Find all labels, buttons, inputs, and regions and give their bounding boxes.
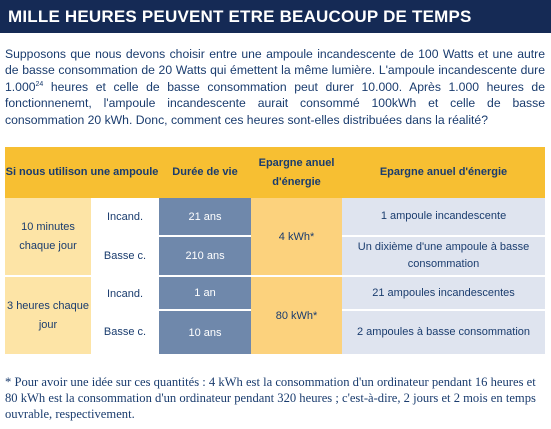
lifetime-cell: 21 ans <box>159 198 251 236</box>
bulb-type-cell: Basse c. <box>91 236 159 275</box>
lifetime-cell: 10 ans <box>159 310 251 354</box>
bulb-type-cell: Basse c. <box>91 310 159 354</box>
footnote-reference: 24 <box>35 80 44 88</box>
lifetime-cell: 1 an <box>159 277 251 310</box>
bulb-type-cell: Incand. <box>91 277 159 310</box>
lifetime-cell: 210 ans <box>159 236 251 275</box>
situation-cell: 3 heures chaque jour <box>5 277 91 354</box>
saving-cell: 80 kWh* <box>251 277 342 354</box>
header-situation: Si nous utilison une ampoule <box>5 147 159 198</box>
table-header-row <box>5 147 545 198</box>
header-saving: Epargne anuel d'énergie <box>251 147 342 198</box>
equivalent-cell: 1 ampoule incandescente <box>342 198 545 236</box>
intro-text-part2: heures et celle de basse consommation peut durer 10.000. Après 1.000 heures de fonctionnenemt, l'ampoule incandescente aurait consommé 100kWh et celle de basse consommation 20 kWh. Donc, comment ces heures sont-elles distribuées dans la réalité? <box>5 79 545 127</box>
footnote: * Pour avoir une idée sur ces quantités : 4 kWh est la consommation d'un ordinateur pendant 16 heures et 80 kWh est la consommation d'un ordinateur pendant 320 heures ; c'est-à-dire, 2 jours et 2 mois en temps ouvrable, respectivement. <box>5 375 536 422</box>
table-row <box>5 277 545 310</box>
equivalent-cell: 2 ampoules à basse consommation <box>342 310 545 354</box>
intro-text-part1: Supposons que nous devons choisir entre une ampoule incandescente de 100 Watts et une autre de basse consommation de 20 Watts qui émettent la même lumière. L'ampoule incandescente dure 1.000 <box>5 47 545 94</box>
equivalent-cell: Un dixième d'une ampoule à basse consommation <box>342 236 545 275</box>
saving-cell: 4 kWh* <box>251 198 342 275</box>
bulb-type-cell: Incand. <box>91 198 159 236</box>
situation-cell: 10 minutes chaque jour <box>5 198 91 275</box>
intro-paragraph <box>5 46 545 128</box>
page-title: MILLE HEURES PEUVENT ETRE BEAUCOUP DE TEMPS <box>0 0 551 33</box>
header-equivalent: Epargne anuel d'énergie <box>342 147 545 198</box>
table-row <box>5 198 545 236</box>
comparison-table <box>5 147 545 354</box>
equivalent-cell: 21 ampoules incandescentes <box>342 277 545 310</box>
header-lifetime: Durée de vie <box>159 147 251 198</box>
